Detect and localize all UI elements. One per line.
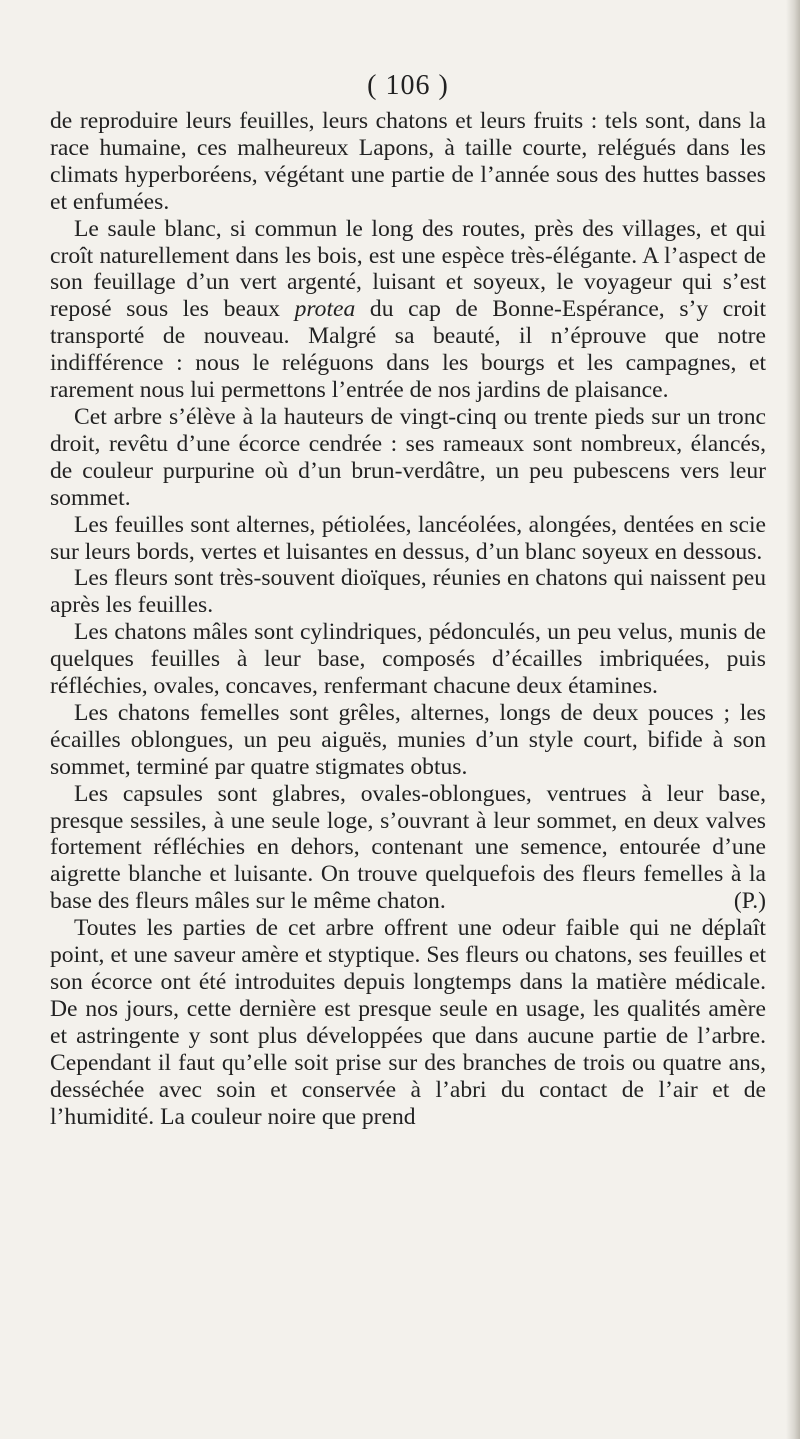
book-page	[50, 70, 766, 1130]
paragraph-2-text: Le saule blanc, si commun le long des routes, près des villages, et qui croît naturellement dans les bois, est une espèce très-élégante. A l’aspect de son feuillage d’un vert argenté, luisant et soyeux, le voyageur qui s’est reposé sous les beaux protea du cap de Bonne-Espérance, s’y croit transporté de nouveau. Malgré sa beauté, il n’éprouve que notre indifférence : nous le reléguons dans les bourgs et les campagnes, et rarement nous lui permettons l’entrée de nos jardins de plaisance.	[50, 215, 767, 404]
paragraph-7: Les chatons femelles sont grêles, alternes, longs de deux pouces ; les écailles oblongues, un peu aiguës, munies d’un style court, bifide à son sommet, terminé par quatre stigmates obtus.	[50, 699, 766, 780]
author-signature: (P.)	[733, 888, 766, 915]
paragraph-1: de reproduire leurs feuilles, leurs chatons et leurs fruits : tels sont, dans la race humaine, ces malheureux Lapons, à taille courte, relégués dans les climats hyperboréens, végétant une partie de l’année sous des huttes basses et enfumées.	[50, 108, 766, 215]
paragraph-4: Les feuilles sont alternes, pétiolées, lancéolées, alongées, dentées en scie sur leurs bords, vertes et luisantes en dessus, d’un blanc soyeux en dessous.	[50, 511, 766, 565]
paragraph-8	[50, 781, 766, 916]
paragraph-8-text: Les capsules sont glabres, ovales-oblongues, ventrues à leur base, presque sessiles, à une seule loge, s’ouvrant à leur sommet, en deux valves fortement réfléchies en dehors, contenant une semence, entourée d’une aigrette blanche et luisante. On trouve quelquefois des fleurs femelles à la base des fleurs mâles sur le même chaton.	[50, 780, 766, 915]
page-edge	[786, 0, 800, 1439]
paragraph-3: Cet arbre s’élève à la hauteurs de vingt-cinq ou trente pieds sur un tronc droit, revêtu d’une écorce cendrée : ses rameaux sont nombreux, élancés, de couleur purpurine où d’un brun-verdâtre, un peu pubescens vers leur sommet.	[50, 403, 766, 511]
paragraph-9: Toutes les parties de cet arbre offrent une odeur faible qui ne déplaît point, et une saveur amère et styptique. Ses fleurs ou chatons, ses feuilles et son écorce ont été introduites depuis longtemps dans la matière médicale. De nos jours, cette dernière est presque seule en usage, les qualités amère et astringente y sont plus développées que dans aucune partie de l’arbre. Cependant il faut qu’elle soit prise sur des branches de trois ou quatre ans, desséchée avec soin et conservée à l’abri du contact de l’air et de l’humidité. La couleur noire que prend	[50, 915, 766, 1130]
paragraph-6: Les chatons mâles sont cylindriques, pédonculés, un peu velus, munis de quelques feuilles à leur base, composés d’écailles imbriquées, puis réfléchies, ovales, concaves, renfermant chacune deux étamines.	[50, 619, 766, 700]
page-number: ( 106 )	[367, 70, 449, 101]
paragraph-2	[50, 216, 766, 404]
paragraph-5: Les fleurs sont très-souvent dioïques, réunies en chatons qui naissent peu après les feuilles.	[50, 565, 766, 619]
